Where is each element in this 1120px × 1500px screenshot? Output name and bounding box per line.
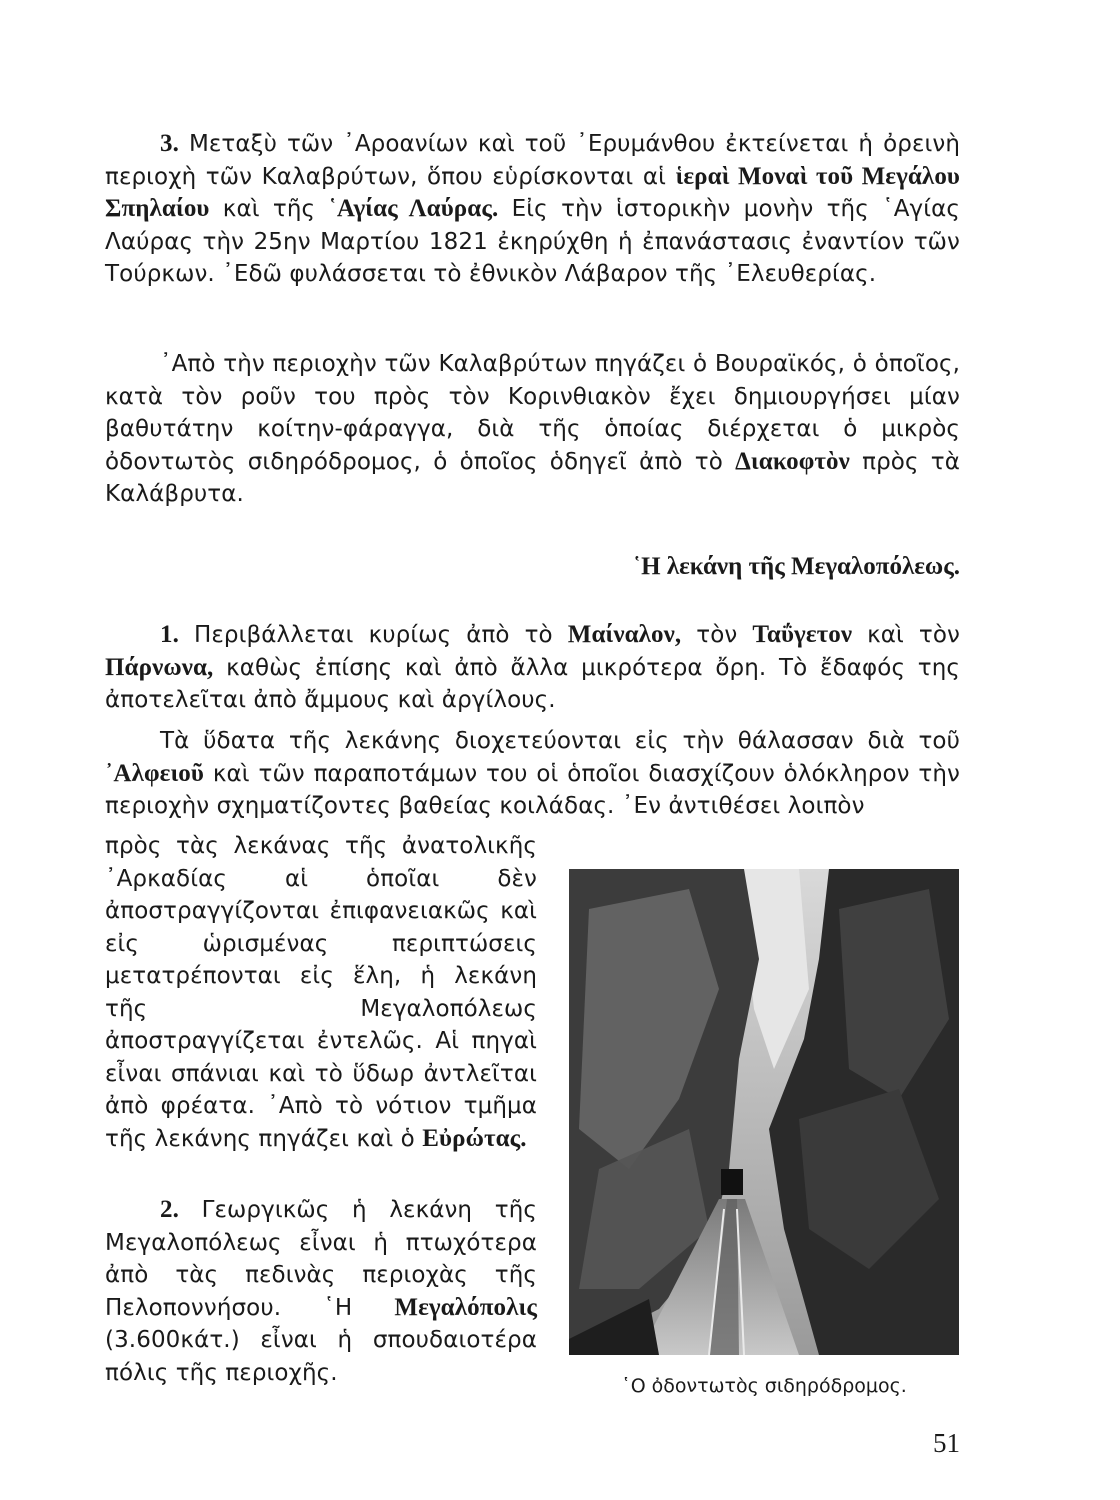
text-run: ᾽Απὸ τὴν περιοχὴν τῶν Καλαβρύτων πηγάζει ὁ Βουραϊκός, ὁ ὁποῖος, κατὰ τὸν ροῦν του πρὸς τὸν Κορινθιακὸν ἔχει δημιουργήσει μίαν βαθυτάτην κοίτην-φάραγγα, διὰ τῆς ὁποίας διέρχεται ὁ μικρὸς ὀδοντωτὸς σιδηρόδρομος, ὁ ὁποῖος ὁδηγεῖ ἀπὸ τὸ [105, 351, 960, 475]
bold-term: Μεγαλόπολις [394, 1293, 537, 1321]
text-run: καθὼς ἐπίσης καὶ ἀπὸ ἄλλα μικρότερα ὄρη. Τὸ ἔδαφός της ἀποτελεῖται ἀπὸ ἄμμους καὶ ἀργίλους. [105, 654, 960, 713]
photo-illustration [569, 869, 959, 1355]
bold-term: Μαίναλον, [567, 621, 682, 648]
text-run: τὸν [681, 622, 753, 648]
section-number: 3. [160, 130, 179, 157]
bold-term: ῾Αγίας Λαύρας. [328, 195, 499, 222]
paragraph-mountain-region [105, 128, 960, 291]
text-run: (3.600κάτ.) εἶναι ἡ σπουδαιοτέρα πόλις τῆς περιοχῆς. [105, 1327, 537, 1386]
text-run: πρὸς τὰ Καλάβρυτα. [105, 448, 960, 507]
page-number: 51 [933, 1428, 960, 1458]
text-run: Τὰ ὕδατα τῆς λεκάνης διοχετεύονται εἰς τὴν θάλασσαν διὰ τοῦ [160, 728, 960, 754]
paragraph-vouraikos [105, 348, 960, 511]
text-run: Περιβάλλεται κυρίως ἀπὸ τὸ [178, 622, 568, 648]
text-run: καὶ τῶν παραποτάμων του οἱ ὁποῖοι διασχίζουν ὁλόκληρον τὴν περιοχὴν σχηματίζοντες βαθείας κοιλάδας. ᾽Εν ἀντιθέσει λοιπὸν [105, 760, 960, 819]
section-heading: ῾Η λεκάνη τῆς Μεγαλοπόλεως. [632, 553, 960, 580]
section-number: 2. [160, 1196, 179, 1223]
text-run: καὶ τῆς [209, 196, 329, 222]
text-run: Εἰς τὴν ἱστορικὴν μονὴν τῆς ῾Αγίας Λαύρας τὴν 25ην Μαρτίου 1821 ἐκηρύχθη ἡ ἐπανάστασις ἐναντίον τῶν Τούρκων. ᾽Εδῶ φυλάσσεται τὸ ἐθνικὸν Λάβαρον τῆς ᾽Ελευθερίας. [105, 196, 960, 287]
text-run: καὶ τὸν [852, 622, 960, 648]
bold-term: Διακοφτὸν [735, 447, 850, 475]
bold-term: ᾽Αλφειοῦ [105, 759, 204, 787]
photo-caption: ῾Ο ὀδοντωτὸς σιδηρόδρομος. [621, 1375, 907, 1397]
text-run: Μεταξὺ τῶν ᾽Αροανίων καὶ τοῦ ᾽Ερυμάνθου ἐκτείνεται ἡ ὀρεινὴ περιοχὴ τῶν Καλαβρύτων, ὅπου εὑρίσκονται αἱ [105, 131, 960, 190]
text-run: Γεωργικῶς ἡ λεκάνη τῆς Μεγαλοπόλεως εἶναι ἡ πτωχότερα ἀπὸ τὰς πεδινὰς περιοχὰς τῆς Πελοποννήσου. ῾Η [105, 1197, 537, 1321]
bold-term: Εὐρώτας. [422, 1124, 527, 1152]
paragraph-waters-top [105, 725, 960, 823]
section-number: 1. [160, 621, 179, 648]
paragraph-boundaries [105, 619, 960, 717]
paragraph-agriculture [105, 1194, 537, 1389]
rack-railway-photo [569, 869, 959, 1355]
bold-term: ἱεραὶ Μοναὶ τοῦ Μεγάλου Σπηλαίου [105, 162, 960, 222]
bold-term: Ταΰγετον [752, 621, 853, 648]
text-run: πρὸς τὰς λεκάνας τῆς ἀνατολικῆς ᾽Αρκαδίας αἱ ὁποῖαι δὲν ἀποστραγγίζονται ἐπιφανειακῶς καὶ εἰς ὡρισμένας περιπτώσεις μετατρέπονται εἰς ἕλη, ἡ λεκάνη τῆς Μεγαλοπόλεως ἀποστραγγίζεται ἐντελῶς. Αἱ πηγαὶ εἶναι σπάνιαι καὶ τὸ ὕδωρ ἀντλεῖται ἀπὸ φρέατα. ᾽Απὸ τὸ νότιον τμῆμα τῆς λεκάνης πηγάζει καὶ ὁ [105, 833, 537, 1152]
paragraph-waters-narrow [105, 830, 537, 1155]
bold-term: Πάρνωνα, [105, 653, 214, 681]
